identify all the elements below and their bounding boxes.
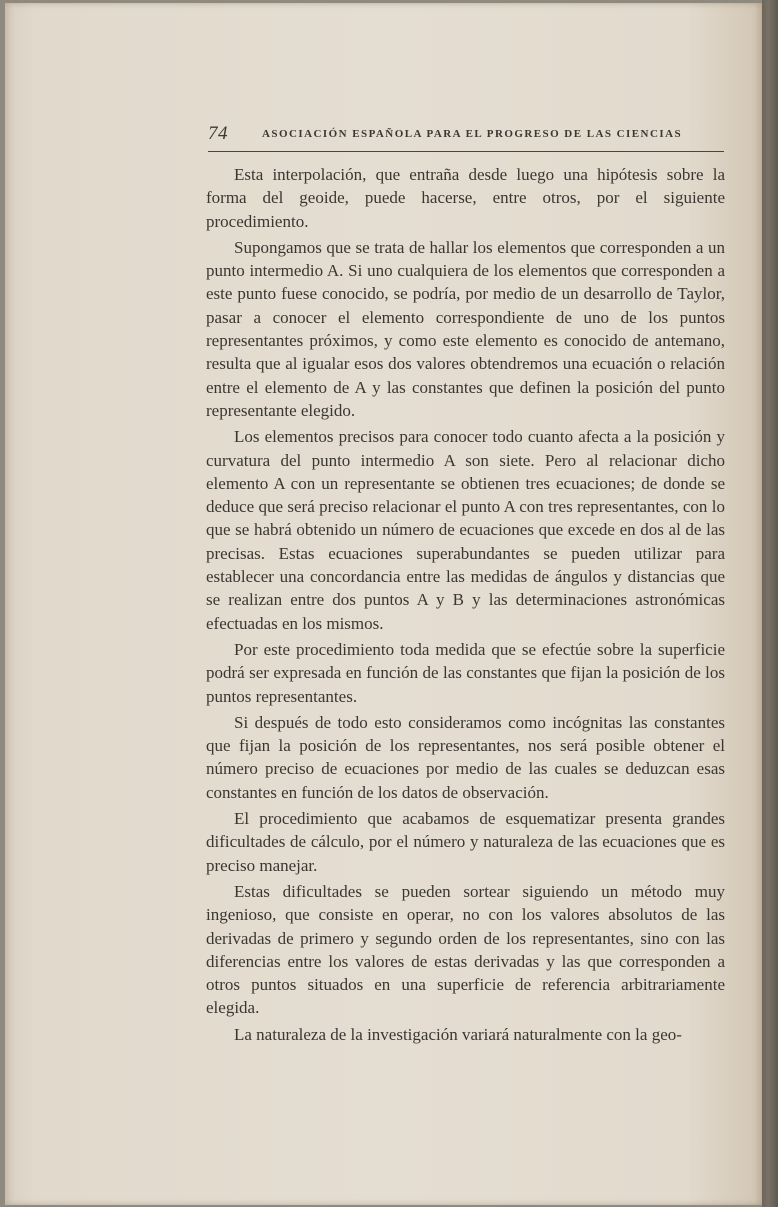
page-header [208, 123, 724, 152]
paragraph: Esta interpolación, que entraña desde luego una hipótesis sobre la forma del geoide, puede hacerse, entre otros, por el siguiente procedimiento. [206, 165, 725, 231]
paragraph: Supongamos que se trata de hallar los elementos que corresponden a un punto intermedio A. Si uno cualquiera de los elementos que corresponden a este punto fuese conocido, se podría, por medio de un desarrollo de Taylor, pasar a conocer el elemento correspondiente de uno de los puntos representantes próximos, y como este elemento es conocido de antemano, resulta que al igualar esos dos valores obtendremos una ecuación o relación entre el elemento de A y las constantes que definen la posición del punto representante elegido. [206, 237, 725, 420]
page-number: 74 [208, 123, 228, 144]
paragraph: La naturaleza de la investigación variará naturalmente con la geo- [234, 1024, 682, 1044]
paragraph: Por este procedimiento toda medida que se efectúe sobre la superficie podrá ser expresada en función de las constantes que fijan la posición de los puntos representantes. [206, 639, 725, 706]
paragraph: Estas dificultades se pueden sortear siguiendo un método muy ingenioso, que consiste en operar, no con los valores absolutos de las derivadas de primero y segundo orden de los representantes, sino con las diferencias entre los valores de estas derivadas y las que corresponden a otros puntos situados en una superficie de referencia arbitrariamente elegida. [206, 881, 725, 1018]
body-text [206, 163, 725, 1046]
book-page [5, 3, 762, 1205]
running-head: ASOCIACIÓN ESPAÑOLA PARA EL PROGRESO DE LAS CIENCIAS [262, 128, 683, 140]
paragraph: El procedimiento que acabamos de esquematizar presenta grandes dificultades de cálculo, por el número y naturaleza de las ecuaciones que es preciso manejar. [206, 809, 725, 875]
page-edge-shadow [762, 0, 778, 1207]
paragraph: Si después de todo esto consideramos como incógnitas las constantes que fijan la posición de los representantes, nos será posible obtener el número preciso de ecuaciones por medio de las cuales se deduzcan esas constantes en función de los datos de observación. [206, 712, 725, 802]
paragraph: Los elementos precisos para conocer todo cuanto afecta a la posición y curvatura del punto intermedio A son siete. Pero al relacionar dicho elemento A con un representante se obtienen tres ecuaciones; de donde se deduce que será preciso relacionar el punto A con tres representantes, con lo que se habrá obtenido un número de ecuaciones que excede en dos al de las precisas. Estas ecuaciones superabundantes se pueden utilizar para establecer una concordancia entre las medidas de ángulos y distancias que se realizan entre dos puntos A y B y las determinaciones astronómicas efectuadas en los mismos. [206, 427, 725, 633]
